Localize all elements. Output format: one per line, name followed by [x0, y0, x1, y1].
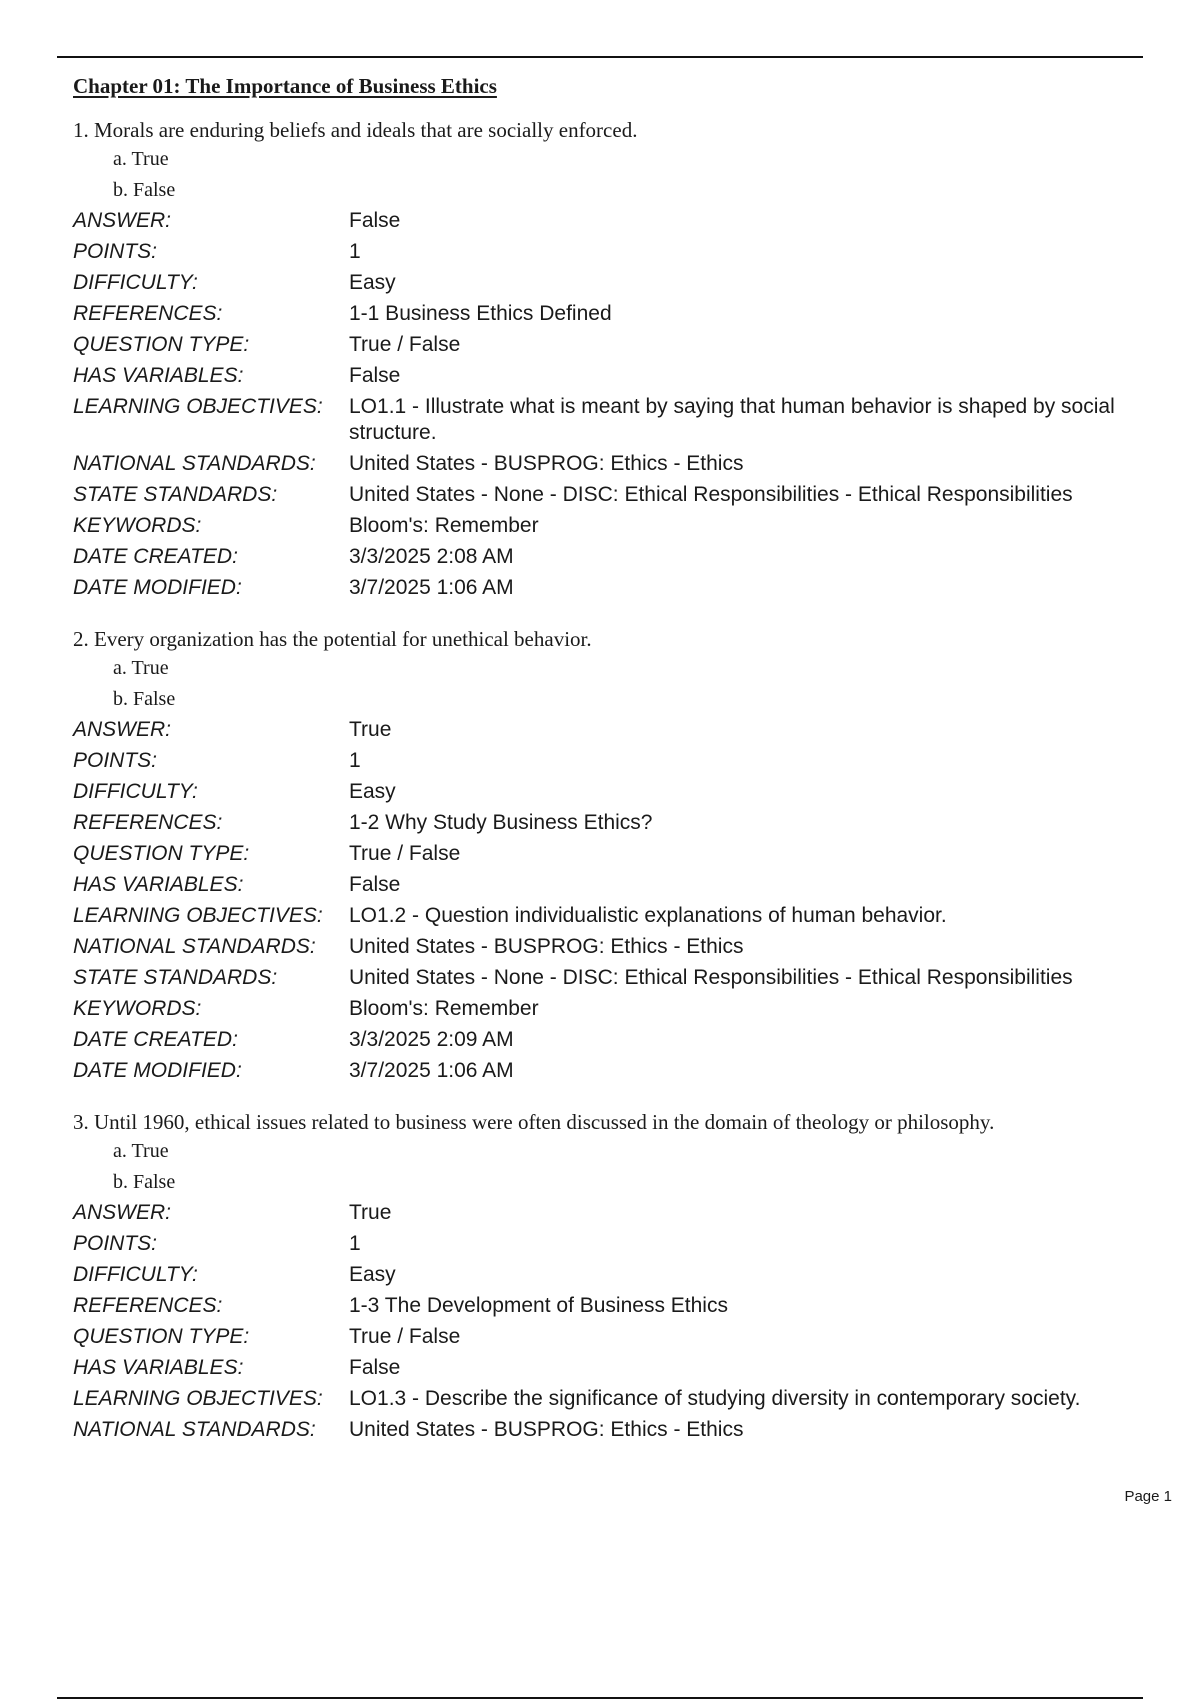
meta-label: REFERENCES: — [73, 811, 223, 834]
meta-label: LEARNING OBJECTIVES: — [73, 904, 323, 927]
meta-question-type — [73, 330, 1173, 361]
meta-answer — [73, 715, 1173, 746]
meta-label: DIFFICULTY: — [73, 271, 198, 294]
meta-value: 3/7/2025 1:06 AM — [349, 1059, 514, 1082]
meta-points — [73, 1229, 1173, 1260]
meta-label: HAS VARIABLES: — [73, 873, 244, 896]
meta-date-created — [73, 1025, 1173, 1056]
meta-has-variables — [73, 361, 1173, 392]
meta-label: POINTS: — [73, 240, 158, 263]
meta-value: False — [349, 364, 401, 387]
document-body — [73, 72, 1173, 1446]
meta-label: QUESTION TYPE: — [73, 842, 250, 865]
meta-label: POINTS: — [73, 1232, 158, 1255]
question-1 — [73, 116, 1173, 604]
meta-difficulty — [73, 1260, 1173, 1291]
meta-value: True / False — [349, 842, 461, 865]
meta-label: QUESTION TYPE: — [73, 1325, 250, 1348]
meta-value: False — [349, 209, 401, 232]
meta-learning-objectives — [73, 901, 1173, 932]
meta-value: 1-3 The Development of Business Ethics — [349, 1294, 728, 1317]
meta-learning-objectives — [73, 1384, 1173, 1415]
question-2 — [73, 625, 1173, 1087]
page-number: Page 1 — [1124, 1488, 1172, 1505]
meta-label: ANSWER: — [73, 209, 172, 232]
meta-value: True / False — [349, 333, 461, 356]
meta-value: 3/3/2025 2:09 AM — [349, 1028, 514, 1051]
meta-label: NATIONAL STANDARDS: — [73, 935, 316, 958]
bottom-rule — [57, 1697, 1143, 1699]
meta-label: DATE CREATED: — [73, 1028, 238, 1051]
meta-label: NATIONAL STANDARDS: — [73, 452, 316, 475]
meta-value: False — [349, 1356, 401, 1379]
meta-value: 1 — [349, 240, 361, 263]
option-false: b. False — [113, 688, 176, 710]
meta-state-standards — [73, 963, 1173, 994]
meta-label: KEYWORDS: — [73, 514, 202, 537]
meta-points — [73, 746, 1173, 777]
meta-value: LO1.1 - Illustrate what is meant by saying that human behavior is shaped by social structure. — [349, 395, 1115, 444]
meta-value: True — [349, 718, 392, 741]
meta-date-created — [73, 542, 1173, 573]
meta-answer — [73, 206, 1173, 237]
meta-label: DATE MODIFIED: — [73, 576, 242, 599]
meta-references — [73, 1291, 1173, 1322]
meta-value: False — [349, 873, 401, 896]
meta-value: 3/3/2025 2:08 AM — [349, 545, 514, 568]
meta-label: ANSWER: — [73, 1201, 172, 1224]
option-true: a. True — [113, 148, 169, 170]
meta-label: REFERENCES: — [73, 302, 223, 325]
question-stem: 1. Morals are enduring beliefs and ideals that are socially enforced. — [73, 118, 638, 142]
meta-has-variables — [73, 1353, 1173, 1384]
meta-label: REFERENCES: — [73, 1294, 223, 1317]
meta-national-standards — [73, 932, 1173, 963]
meta-label: POINTS: — [73, 749, 158, 772]
meta-label: QUESTION TYPE: — [73, 333, 250, 356]
meta-label: LEARNING OBJECTIVES: — [73, 395, 323, 418]
meta-value: 3/7/2025 1:06 AM — [349, 576, 514, 599]
meta-value: Easy — [349, 780, 396, 803]
meta-date-modified — [73, 1056, 1173, 1087]
meta-label: DATE MODIFIED: — [73, 1059, 242, 1082]
meta-value: United States - None - DISC: Ethical Responsibilities - Ethical Responsibilities — [349, 966, 1073, 989]
meta-keywords — [73, 511, 1173, 542]
meta-learning-objectives — [73, 392, 1173, 449]
meta-difficulty — [73, 777, 1173, 808]
meta-value: 1-2 Why Study Business Ethics? — [349, 811, 653, 834]
meta-keywords — [73, 994, 1173, 1025]
meta-question-type — [73, 839, 1173, 870]
meta-value: United States - BUSPROG: Ethics - Ethics — [349, 1418, 744, 1441]
meta-value: True / False — [349, 1325, 461, 1348]
meta-national-standards — [73, 1415, 1173, 1446]
meta-value: 1-1 Business Ethics Defined — [349, 302, 612, 325]
meta-references — [73, 299, 1173, 330]
meta-label: ANSWER: — [73, 718, 172, 741]
meta-value: United States - None - DISC: Ethical Responsibilities - Ethical Responsibilities — [349, 483, 1073, 506]
meta-state-standards — [73, 480, 1173, 511]
question-3 — [73, 1108, 1173, 1446]
meta-value: Bloom's: Remember — [349, 514, 539, 537]
meta-value: Easy — [349, 1263, 396, 1286]
meta-label: HAS VARIABLES: — [73, 1356, 244, 1379]
meta-value: True — [349, 1201, 392, 1224]
option-true: a. True — [113, 1140, 169, 1162]
option-false: b. False — [113, 179, 176, 201]
meta-question-type — [73, 1322, 1173, 1353]
meta-date-modified — [73, 573, 1173, 604]
meta-points — [73, 237, 1173, 268]
meta-has-variables — [73, 870, 1173, 901]
meta-label: NATIONAL STANDARDS: — [73, 1418, 316, 1441]
option-true: a. True — [113, 657, 169, 679]
meta-label: STATE STANDARDS: — [73, 483, 278, 506]
meta-label: HAS VARIABLES: — [73, 364, 244, 387]
top-rule — [57, 56, 1143, 58]
chapter-title: Chapter 01: The Importance of Business Ethics — [73, 74, 497, 98]
meta-value: 1 — [349, 1232, 361, 1255]
meta-national-standards — [73, 449, 1173, 480]
question-stem: 3. Until 1960, ethical issues related to business were often discussed in the domain of theology or philosophy. — [73, 1110, 995, 1134]
option-false: b. False — [113, 1171, 176, 1193]
meta-label: DIFFICULTY: — [73, 780, 198, 803]
meta-value: LO1.2 - Question individualistic explanations of human behavior. — [349, 904, 947, 927]
meta-value: United States - BUSPROG: Ethics - Ethics — [349, 935, 744, 958]
meta-value: LO1.3 - Describe the significance of studying diversity in contemporary society. — [349, 1387, 1081, 1410]
meta-difficulty — [73, 268, 1173, 299]
meta-value: 1 — [349, 749, 361, 772]
meta-label: LEARNING OBJECTIVES: — [73, 1387, 323, 1410]
meta-label: DATE CREATED: — [73, 545, 238, 568]
meta-answer — [73, 1198, 1173, 1229]
question-stem: 2. Every organization has the potential for unethical behavior. — [73, 627, 592, 651]
meta-value: Easy — [349, 271, 396, 294]
meta-label: DIFFICULTY: — [73, 1263, 198, 1286]
meta-value: United States - BUSPROG: Ethics - Ethics — [349, 452, 744, 475]
meta-value: Bloom's: Remember — [349, 997, 539, 1020]
meta-references — [73, 808, 1173, 839]
meta-label: KEYWORDS: — [73, 997, 202, 1020]
meta-label: STATE STANDARDS: — [73, 966, 278, 989]
